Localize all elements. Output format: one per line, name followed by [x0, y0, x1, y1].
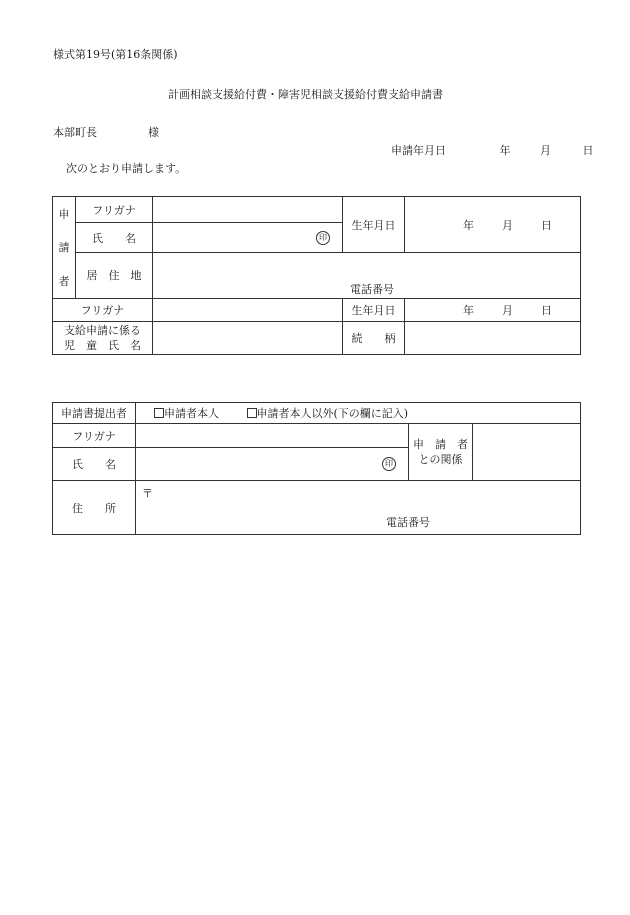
submitter-options	[136, 403, 581, 424]
child-name-label	[53, 322, 153, 355]
application-date-label: 申請年月日	[391, 144, 446, 157]
relation-line2: との関係	[418, 453, 463, 466]
submitter-label: 申請書提出者	[53, 403, 136, 424]
applicant-residence-input[interactable]	[153, 253, 581, 299]
applicant-table	[52, 196, 581, 355]
applicant-char-1: 申	[58, 208, 70, 222]
child-birth-month: 月	[502, 304, 513, 317]
applicant-name-input[interactable]	[153, 223, 343, 253]
option-other-checkbox[interactable]	[247, 408, 257, 418]
submitter-furigana-label: フリガナ	[53, 424, 136, 448]
applicant-furigana-label: フリガナ	[76, 197, 153, 223]
submitter-table	[52, 402, 581, 535]
applicant-name-label: 氏 名	[76, 223, 153, 253]
applicant-furigana-input[interactable]	[153, 197, 343, 223]
child-furigana-label: フリガナ	[53, 299, 153, 322]
child-birth-year: 年	[463, 304, 474, 317]
child-birth-day: 日	[541, 304, 552, 317]
submitter-phone-label: 電話番号	[386, 516, 430, 529]
honorific: 様	[148, 126, 159, 139]
applicant-char-3: 者	[58, 274, 70, 288]
child-label-line2: 児 童 氏 名	[64, 339, 141, 352]
applicant-birth-day: 日	[541, 218, 552, 232]
seal-icon: 印	[382, 457, 396, 471]
addressee: 本部町長	[53, 126, 97, 139]
application-date-month[interactable]: 月	[540, 144, 551, 157]
page-title: 計画相談支援給付費・障害児相談支援給付費支給申請書	[168, 88, 443, 101]
child-furigana-input[interactable]	[153, 299, 343, 322]
submitter-name-label: 氏 名	[53, 448, 136, 481]
applicant-birth-month: 月	[502, 218, 513, 232]
child-relation-input[interactable]	[405, 322, 581, 355]
submitter-furigana-input[interactable]	[136, 424, 409, 448]
application-date-year[interactable]: 年	[499, 144, 511, 157]
option-self-label: 申請者本人	[164, 407, 219, 420]
child-birth-input[interactable]	[405, 299, 581, 322]
applicant-group-label	[53, 197, 76, 299]
child-relation-label: 続 柄	[343, 322, 405, 355]
child-birth-label: 生年月日	[343, 299, 405, 322]
application-date	[391, 142, 594, 158]
child-label-line1: 支給申請に係る	[64, 324, 141, 337]
option-self-checkbox[interactable]	[154, 408, 164, 418]
seal-icon: 印	[316, 231, 330, 245]
relation-label	[409, 424, 473, 481]
postal-mark: 〒	[142, 487, 153, 500]
applicant-birth-label: 生年月日	[343, 197, 405, 253]
submitter-name-input[interactable]	[136, 448, 409, 481]
applicant-birth-year: 年	[463, 218, 474, 232]
applicant-birth-input[interactable]	[405, 197, 581, 253]
address-input[interactable]	[136, 481, 581, 535]
application-date-day[interactable]: 日	[582, 144, 594, 157]
intro-text: 次のとおり申請します。	[66, 162, 187, 175]
applicant-phone-label: 電話番号	[350, 283, 394, 296]
relation-line1: 申 請 者	[413, 438, 468, 451]
applicant-char-2: 請	[58, 241, 70, 255]
address-label: 住 所	[53, 481, 136, 535]
relation-input[interactable]	[473, 424, 581, 481]
child-name-input[interactable]	[153, 322, 343, 355]
form-number: 様式第19号(第16条関係)	[53, 48, 178, 61]
option-other-label: 申請者本人以外(下の欄に記入)	[256, 407, 409, 420]
applicant-residence-label: 居 住 地	[76, 253, 153, 299]
